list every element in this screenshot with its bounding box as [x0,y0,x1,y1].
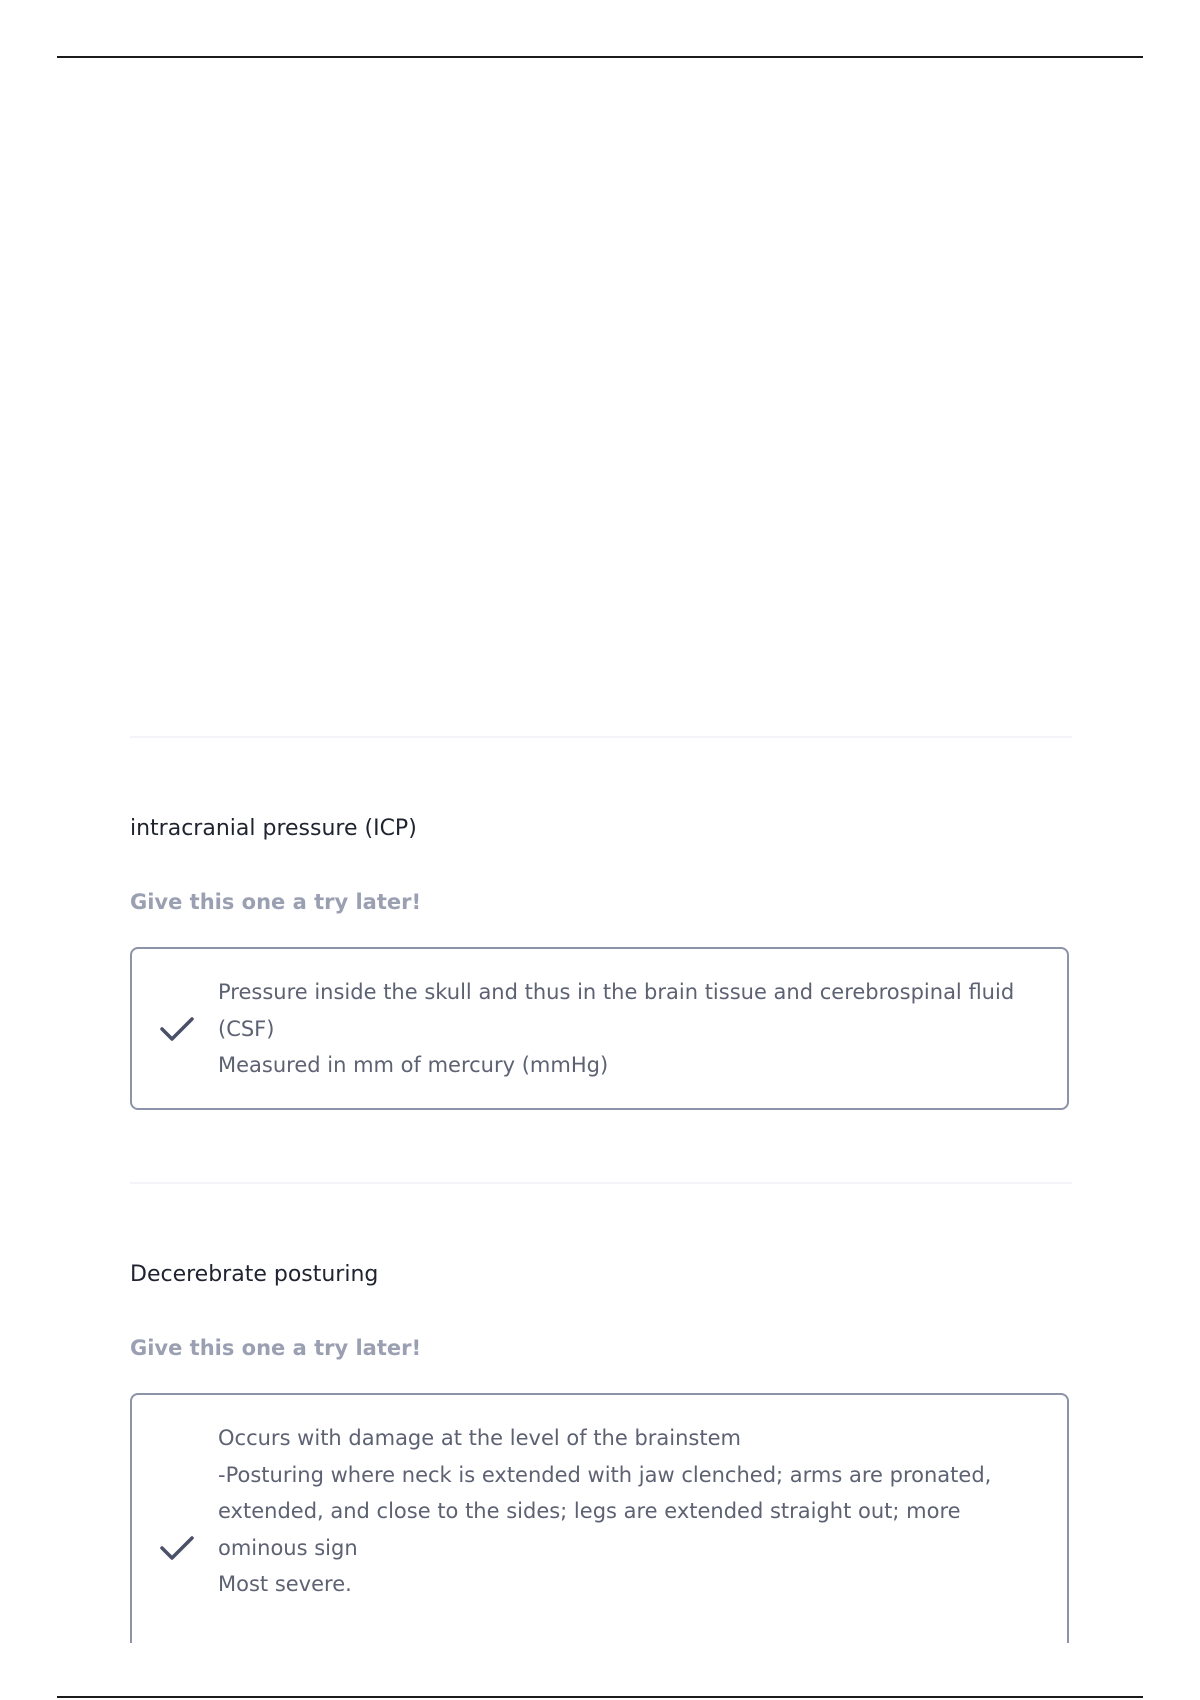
answer-box[interactable] [130,1393,1069,1643]
answer-line: Occurs with damage at the level of the brainstem [218,1426,741,1450]
try-later-label: Give this one a try later! [130,1336,422,1360]
card-divider [130,736,1072,738]
try-later-label: Give this one a try later! [130,890,422,914]
answer-line: Pressure inside the skull and thus in the brain tissue and cerebrospinal fluid (CSF) [218,980,1015,1041]
card-divider [130,1182,1072,1184]
answer-text [218,974,1045,1084]
checkmark-icon [160,1536,194,1562]
answer-line: -Posturing where neck is extended with jaw clenched; arms are pronated, extended, and close to the sides; legs are extended straight out; more ominous sign [218,1462,992,1560]
card-term: intracranial pressure (ICP) [130,816,417,841]
page-bottom-rule [57,1696,1143,1698]
answer-box[interactable] [130,947,1069,1110]
checkmark-icon [160,1017,194,1043]
card-term: Decerebrate posturing [130,1262,379,1287]
answer-line: Measured in mm of mercury (mmHg) [218,1053,609,1077]
answer-line: Most severe. [218,1572,352,1596]
answer-text [218,1420,1045,1603]
